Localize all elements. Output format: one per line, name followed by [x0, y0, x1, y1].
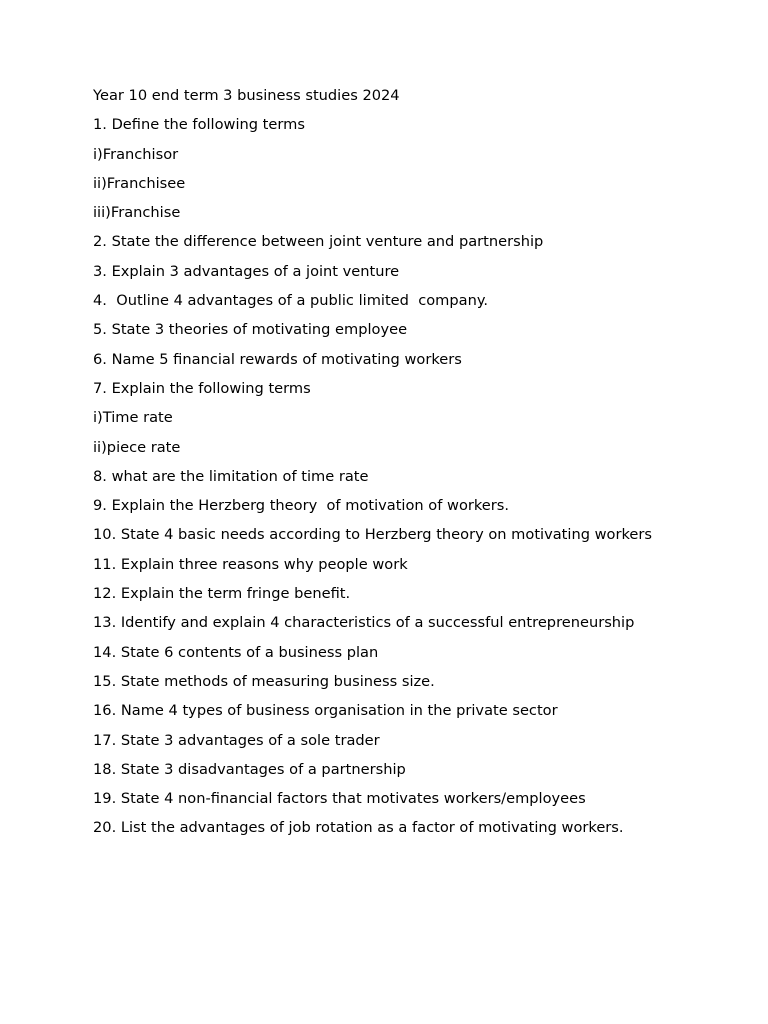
- question-line: 5. State 3 theories of motivating employee: [93, 321, 408, 339]
- document-title: Year 10 end term 3 business studies 2024: [93, 87, 400, 104]
- question-line: i)Time rate: [93, 409, 173, 427]
- question-line: 6. Name 5 financial rewards of motivating workers: [93, 350, 462, 368]
- question-line: 18. State 3 disadvantages of a partnership: [93, 760, 406, 778]
- question-line: 12. Explain the term fringe benefit.: [93, 585, 351, 603]
- question-line: 9. Explain the Herzberg theory of motivation of workers.: [93, 497, 510, 515]
- question-line: 20. List the advantages of job rotation as a factor of motivating workers.: [93, 819, 624, 837]
- question-line: 14. State 6 contents of a business plan: [93, 643, 379, 661]
- question-line: 11. Explain three reasons why people work: [93, 555, 408, 573]
- question-line: 19. State 4 non-financial factors that motivates workers/employees: [93, 790, 586, 808]
- question-line: 16. Name 4 types of business organisation in the private sector: [93, 702, 558, 720]
- question-line: iii)Franchise: [93, 204, 181, 222]
- question-line: ii)Franchisee: [93, 174, 186, 192]
- document-content: [93, 86, 683, 848]
- question-line: 13. Identify and explain 4 characteristics of a successful entrepreneurship: [93, 614, 635, 632]
- question-line: i)Franchisor: [93, 145, 179, 163]
- question-line: ii)piece rate: [93, 438, 181, 456]
- question-line: 10. State 4 basic needs according to Herzberg theory on motivating workers: [93, 526, 652, 544]
- question-line: 3. Explain 3 advantages of a joint venture: [93, 262, 400, 280]
- question-line: 15. State methods of measuring business size.: [93, 672, 435, 690]
- question-line: 2. State the difference between joint venture and partnership: [93, 233, 544, 251]
- question-line: 8. what are the limitation of time rate: [93, 467, 369, 485]
- question-line: 4. Outline 4 advantages of a public limited company.: [93, 292, 489, 310]
- question-line: 7. Explain the following terms: [93, 379, 311, 397]
- question-line: 1. Define the following terms: [93, 116, 305, 134]
- question-line: 17. State 3 advantages of a sole trader: [93, 731, 380, 749]
